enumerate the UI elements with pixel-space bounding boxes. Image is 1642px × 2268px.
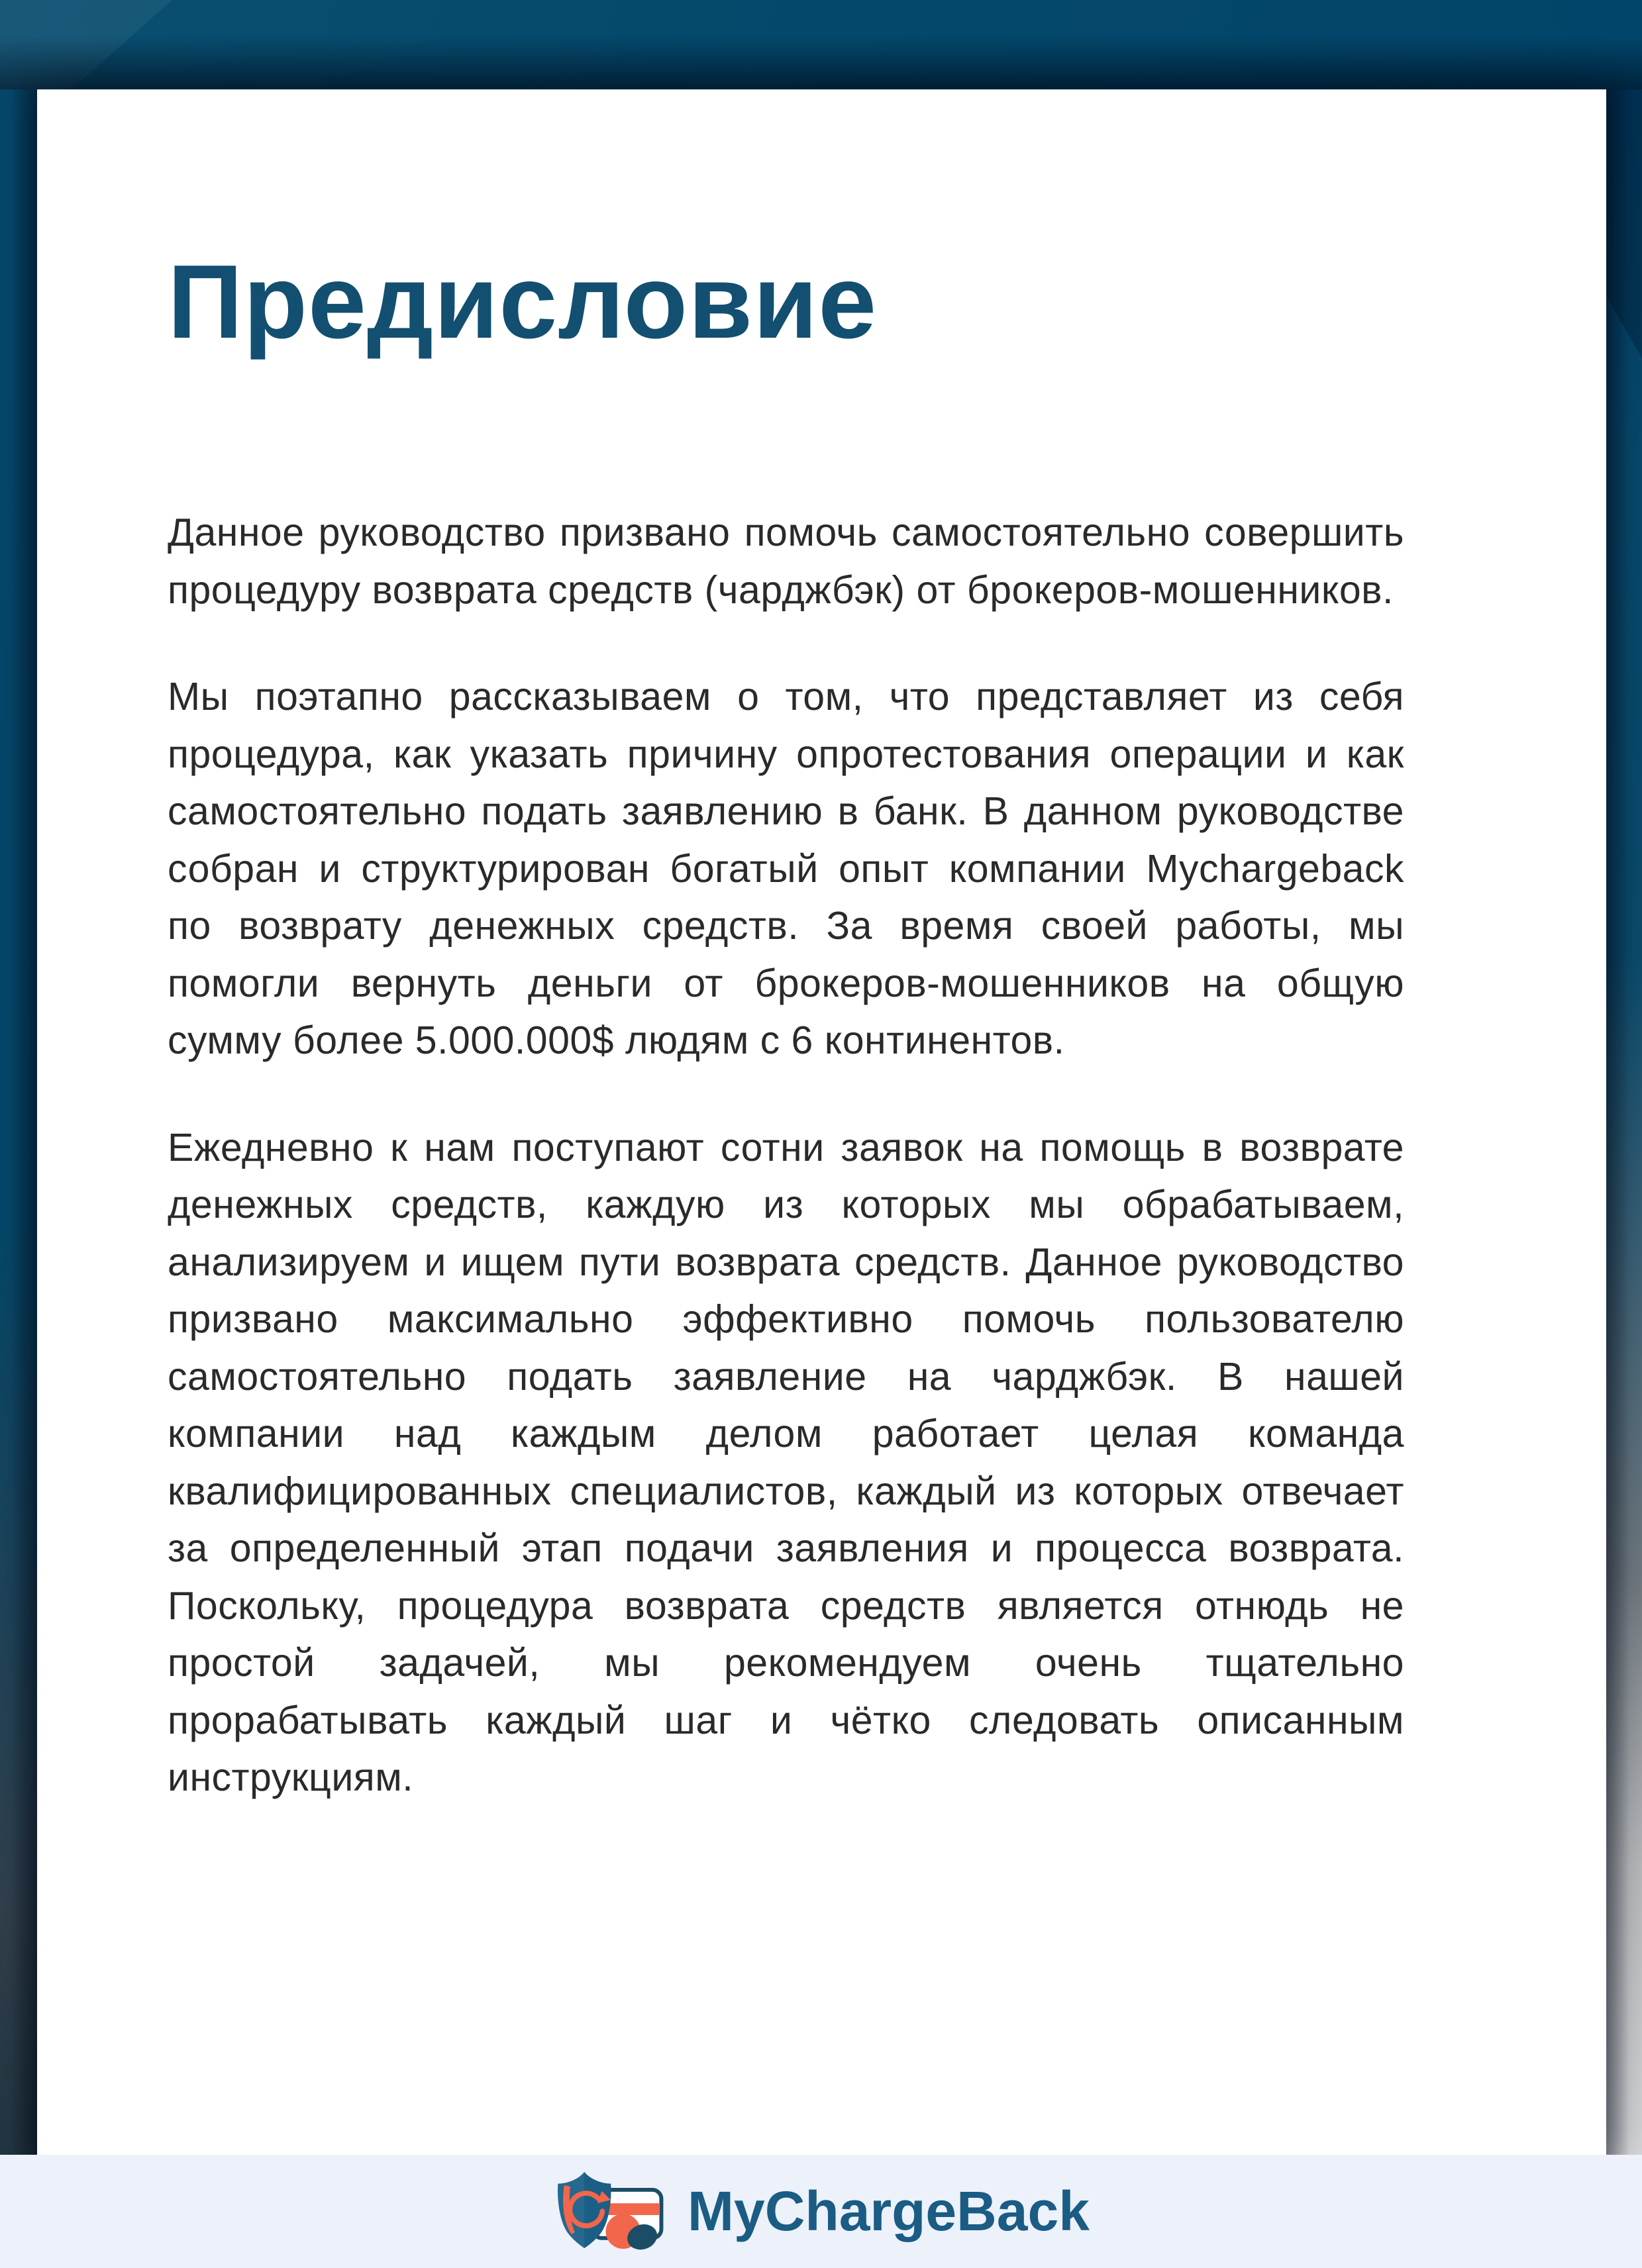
paragraph: Ежедневно к нам поступают сотни заявок на помощь в возврате денежных средств, каждую из которых мы обрабатываем, анализируем и ищем пути возврата средств. Данное руководство призвано максимально эффективно помочь пользователю самостоятельно подать заявление на чарджбэк. В нашей компании над каждым делом работает целая команда квалифицированных специалистов, каждый из которых отвечает за определенный этап подачи заявления и процесса возврата. Поскольку, процедура возврата средств является отнюдь не простой задачей, мы рекомендуем очень тщательно прорабатывать каждый шаг и чётко следовать описанным инструкциям. <box>168 1125 1404 1799</box>
paragraph: Данное руководство призвано помочь самостоятельно совершить процедуру возврата средств (чарджбэк) от брокеров-мошенников. <box>168 511 1404 612</box>
frame-left-border <box>0 89 37 2155</box>
frame-top-border <box>0 0 1642 89</box>
content-card <box>37 89 1606 2155</box>
body-text <box>168 504 1404 1806</box>
mychargeback-logo <box>552 2169 1090 2254</box>
mychargeback-shield-icon <box>552 2169 670 2254</box>
paragraph: Мы поэтапно рассказываем о том, что представляет из себя процедура, как указать причину опротестования операции и как самостоятельно подать заявлению в банк. В данном руководстве собран и структурирован богатый опыт компании Mychargeback по возврату денежных средств. За время своей работы, мы помогли вернуть деньги от брокеров-мошенников на общую сумму более 5.000.000$ людям с 6 континентов. <box>168 675 1404 1062</box>
page-title: Предисловие <box>168 244 878 360</box>
footer-band <box>0 2155 1642 2268</box>
mychargeback-logo-text: MyChargeBack <box>688 2180 1090 2242</box>
frame-right-border <box>1606 89 1642 2155</box>
